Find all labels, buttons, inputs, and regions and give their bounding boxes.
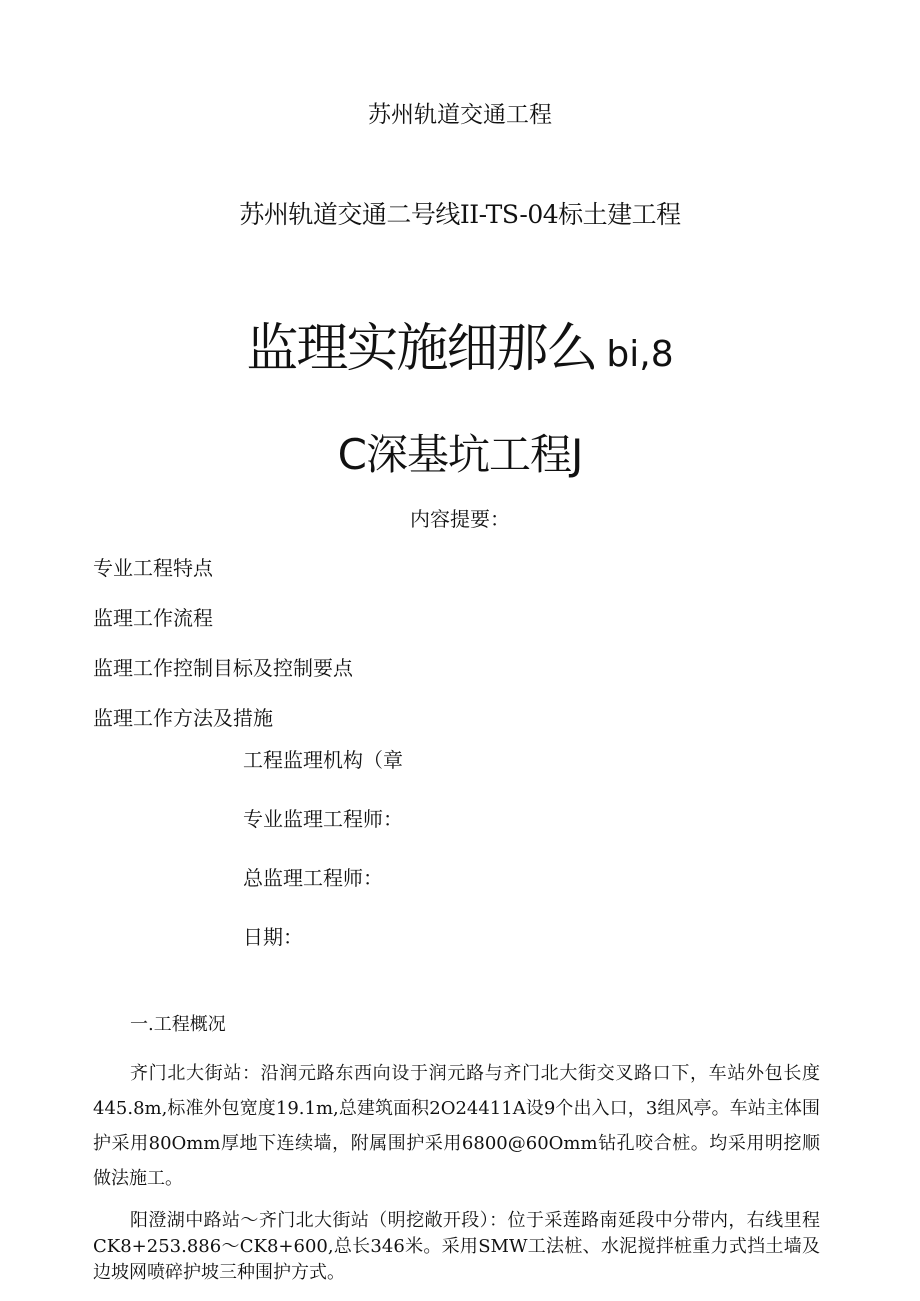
signature-specialist: 专业监理工程师：	[243, 807, 403, 831]
section-title: 一.工程概况	[130, 1014, 226, 1035]
company-heading: 苏州轨道交通工程	[368, 102, 552, 128]
signature-chief: 总监理工程师：	[243, 866, 383, 890]
overview-paragraph: 阳澄湖中路站〜齐门北大街站（明挖敞开段）：位于采莲路南延段中分带内，右线里程CK8+253.886〜CK8+600,总长346米。采用SMW工法桩、水泥搅拌桩重力式挡土墙及边坡网喷碎护坡三种围护方式。	[93, 1210, 820, 1283]
document-title-suffix: bi,8	[606, 334, 674, 375]
overview-paragraph: 齐门北大街站：沿润元路东西向设于润元路与齐门北大街交叉路口下，车站外包长度445.8m,标准外包宽度19.1m,总建筑面积2O24411A设9个出入口，3组风亭。车站主体围护采用80Omm厚地下连续墙，附属围护采用6800@60Omm钻孔咬合桩。均采用明挖顺做法施工。	[93, 1063, 820, 1189]
toc-item: 监理工作流程	[93, 606, 213, 630]
document-title-text: 监理实施细那么	[246, 319, 597, 379]
signature-org: 工程监理机构（章	[243, 748, 403, 772]
toc-item: 监理工作方法及措施	[93, 706, 273, 730]
project-heading: 苏州轨道交通二号线II-TS-04标土建工程	[239, 200, 681, 229]
toc-item: 监理工作控制目标及控制要点	[93, 656, 353, 680]
toc-item: 专业工程特点	[93, 556, 213, 580]
document-subtitle: C深基坑工程J	[337, 430, 583, 479]
signature-date: 日期：	[243, 925, 303, 949]
document-title	[0, 306, 920, 381]
summary-label: 内容提要：	[410, 507, 510, 531]
